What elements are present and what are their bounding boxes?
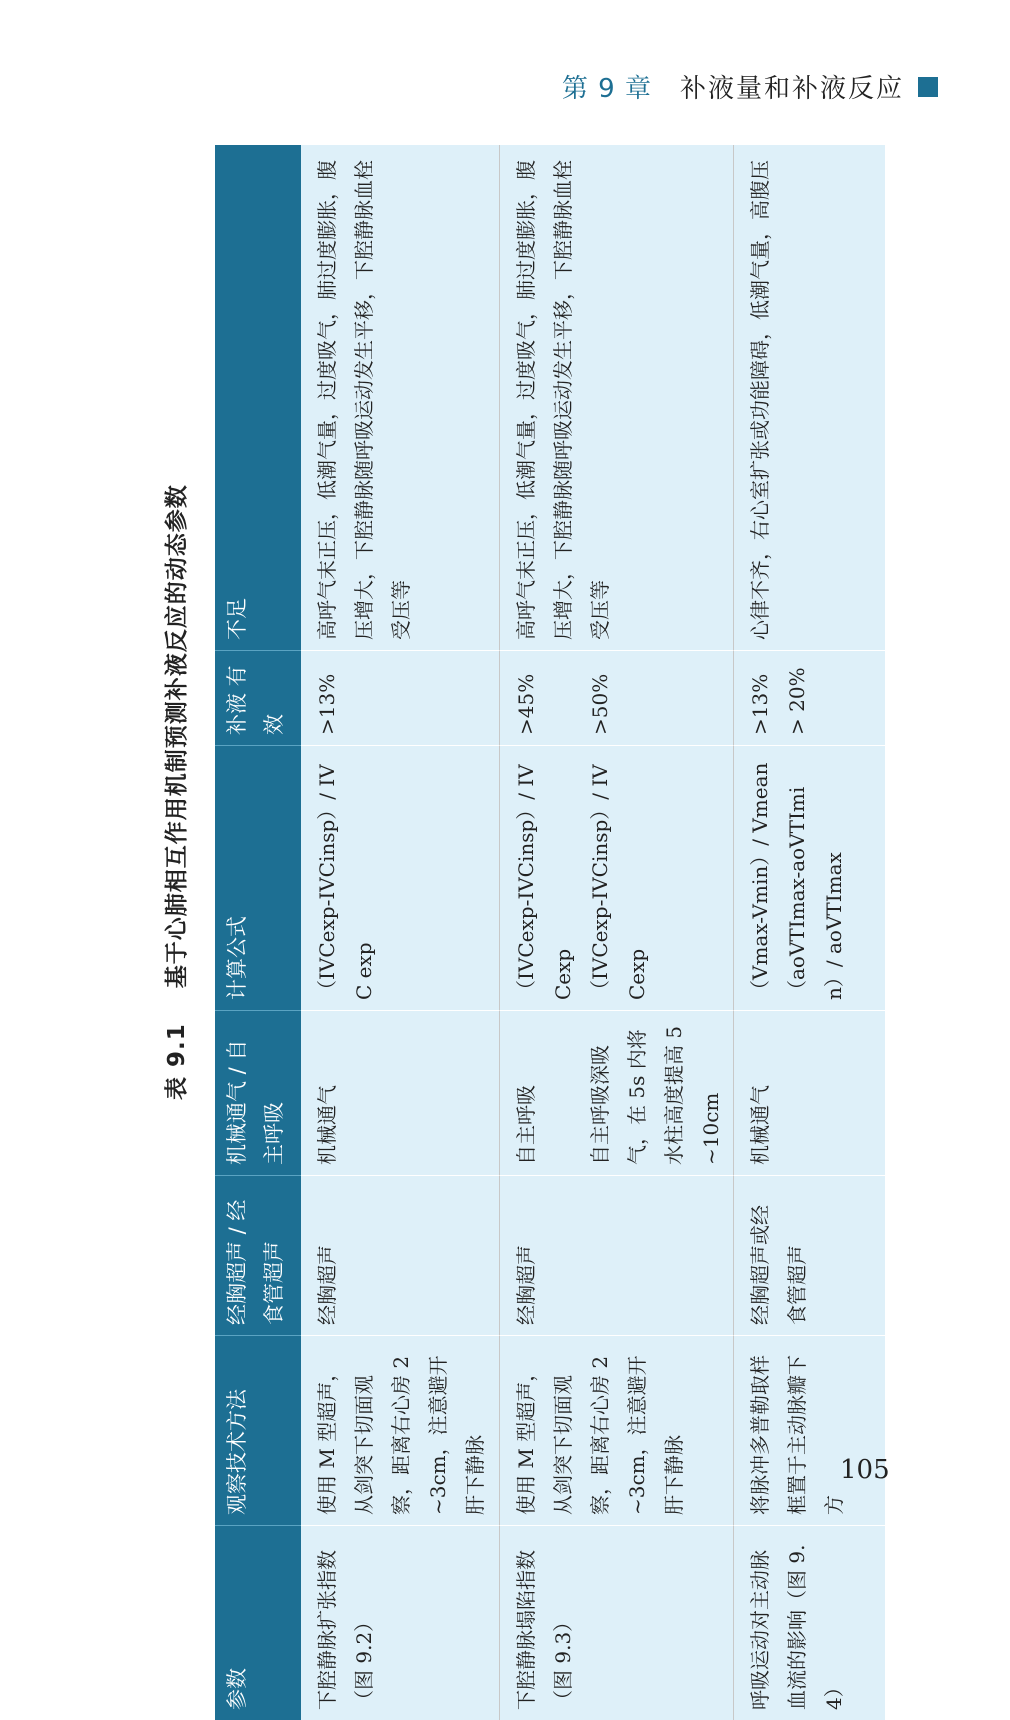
table-cell: （IVCexp-IVCinsp）/ IVCexp （IVCexp-IVCinsp）/ IVCexp bbox=[499, 745, 733, 1010]
table-caption-text: 基于心肺相互作用机制预测补液反应的动态参数 bbox=[164, 484, 190, 989]
table-number: 表 9.1 bbox=[164, 1023, 190, 1100]
table-cell: （Vmax-Vmin）/ Vmean （aoVTImax-aoVTImin）/ aoVTImax bbox=[733, 745, 885, 1010]
header-cell-param: 参数 bbox=[215, 1525, 301, 1720]
table-cell: 高呼气末正压，低潮气量，过度吸气，肺过度膨胀，腹压增大，下腔静脉随呼吸运动发生平移，下腔静脉血栓受压等 bbox=[499, 145, 733, 650]
chapter-title: 补液量和补液反应 bbox=[679, 74, 904, 104]
table-cell: 经胸超声 bbox=[301, 1175, 499, 1335]
table-cell: >13% > 20% bbox=[733, 650, 885, 745]
table-cell: >45% >50% bbox=[499, 650, 733, 745]
table-cell: （IVCexp-IVCinsp）/ IVC exp bbox=[301, 745, 499, 1010]
header-cell-echo: 经胸超声 / 经食管超声 bbox=[215, 1175, 301, 1335]
table-cell: >13% bbox=[301, 650, 499, 745]
running-header bbox=[562, 68, 938, 105]
table-cell: 下腔静脉塌陷指数（图 9.3） bbox=[499, 1525, 733, 1720]
header-cell-limitations: 不足 bbox=[215, 145, 301, 650]
table-cell: 将脉冲多普勒取样框置于主动脉瓣下方 bbox=[733, 1335, 885, 1525]
page-number: 105 bbox=[840, 1455, 890, 1485]
header-cell-effective: 补液 有效 bbox=[215, 650, 301, 745]
table-cell: 使用 M 型超声，从剑突下切面观察，距离右心房 2~3cm，注意避开肝下静脉 bbox=[301, 1335, 499, 1525]
table-cell: 高呼气末正压，低潮气量，过度吸气，肺过度膨胀，腹压增大，下腔静脉随呼吸运动发生平移，下腔静脉血栓受压等 bbox=[315, 160, 413, 640]
table-cell: 自主呼吸 自主呼吸深吸气，在 5s 内将水柱高度提高 5~10cm bbox=[499, 1010, 733, 1175]
table-cell: 经胸超声 bbox=[499, 1175, 733, 1335]
header-square-marker bbox=[918, 77, 938, 97]
table-caption bbox=[158, 484, 191, 1100]
table-cell: 使用 M 型超声，从剑突下切面观察，距离右心房 2~3cm，注意避开肝下静脉 bbox=[499, 1335, 733, 1525]
header-cell-ventilation: 机械通气 / 自主呼吸 bbox=[215, 1010, 301, 1175]
table-cell: 呼吸运动对主动脉血流的影响（图 9.4） bbox=[733, 1525, 885, 1720]
table-cell: 机械通气 bbox=[301, 1010, 499, 1175]
table-cell: 经胸超声或经食管超声 bbox=[733, 1175, 885, 1335]
parameters-table bbox=[215, 145, 885, 1720]
chapter-number: 第 9 章 bbox=[561, 74, 652, 104]
table-container bbox=[215, 145, 885, 1720]
table-cell: 下腔静脉扩张指数（图 9.2） bbox=[301, 1525, 499, 1720]
header-cell-formula: 计算公式 bbox=[215, 745, 301, 1010]
header-cell-method: 观察技术方法 bbox=[215, 1335, 301, 1525]
table-cell: 机械通气 bbox=[733, 1010, 885, 1175]
table-cell: 心律不齐，右心室扩张或功能障碍，低潮气量，高腹压 bbox=[733, 145, 885, 650]
